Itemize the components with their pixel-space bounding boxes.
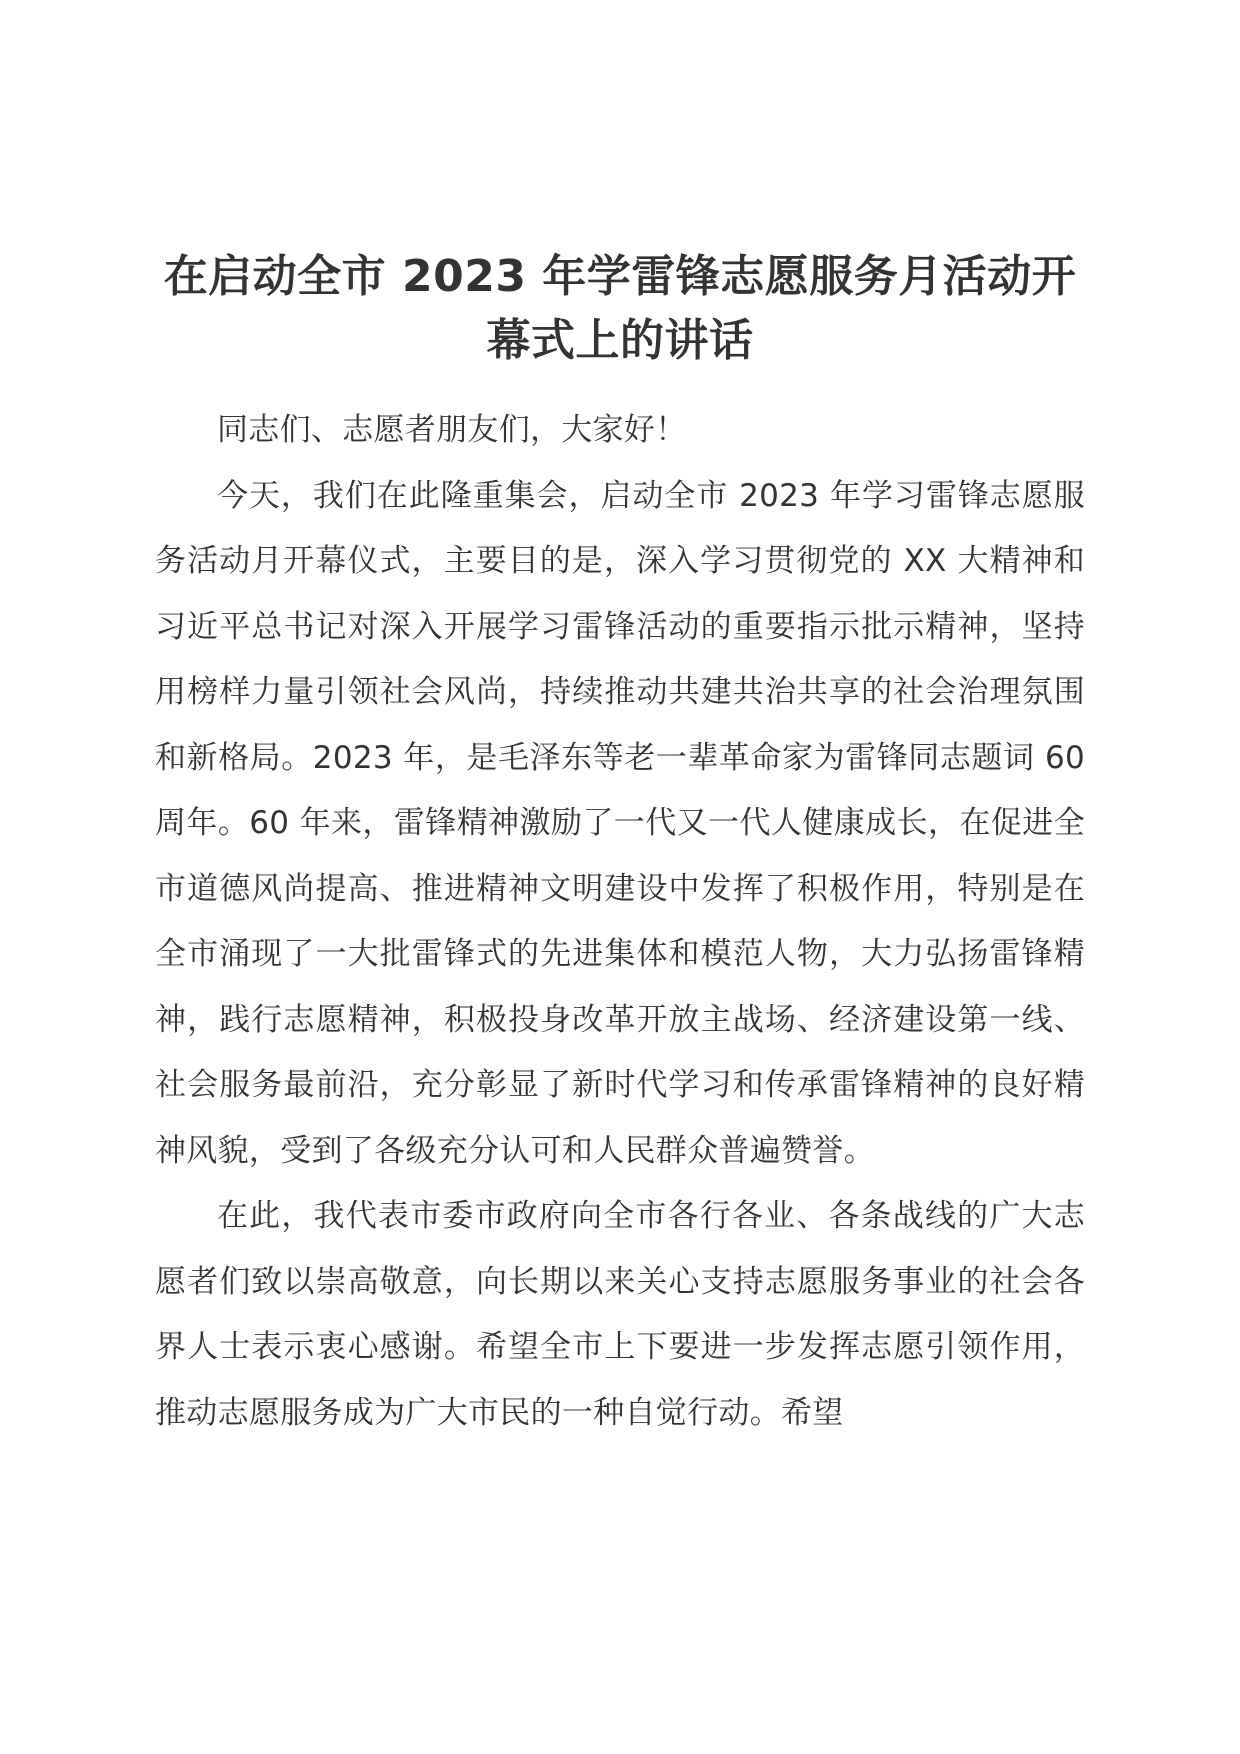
document-body	[155, 398, 1085, 1446]
paragraph-opening: 今天，我们在此隆重集会，启动全市 2023 年学习雷锋志愿服务活动月开幕仪式，主要目的是，深入学习贯彻党的 XX 大精神和习近平总书记对深入开展学习雷锋活动的重要指示批示精神，坚持用榜样力量引领社会风尚，持续推动共建共治共享的社会治理氛围和新格局。2023 年，是毛泽东等老一辈革命家为雷锋同志题词 60 周年。60 年来，雷锋精神激励了一代又一代人健康成长，在促进全市道德风尚提高、推进精神文明建设中发挥了积极作用，特别是在全市涌现了一大批雷锋式的先进集体和模范人物，大力弘扬雷锋精神，践行志愿精神，积极投身改革开放主战场、经济建设第一线、社会服务最前沿，充分彰显了新时代学习和传承雷锋精神的良好精神风貌，受到了各级充分认可和人民群众普遍赞誉。	[155, 477, 1085, 1169]
document-title: 在启动全市 2023 年学雷锋志愿服务月活动开幕式上的讲话	[163, 251, 1077, 366]
paragraph-gratitude: 在此，我代表市委市政府向全市各行各业、各条战线的广大志愿者们致以崇高敬意，向长期以来关心支持志愿服务事业的社会各界人士表示衷心感谢。希望全市上下要进一步发挥志愿引领作用，推动志愿服务成为广大市民的一种自觉行动。希望	[155, 1198, 1085, 1431]
paragraph-greeting: 同志们、志愿者朋友们，大家好！	[217, 412, 687, 448]
